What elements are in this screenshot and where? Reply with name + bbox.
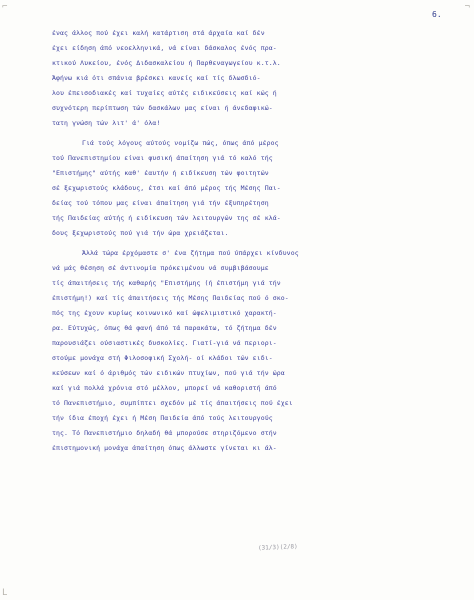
paragraph: [52, 246, 452, 456]
text-line: δείας τού τόπου μας είναι άπαίτηση γιά τήν έξυπηρέτηση: [52, 199, 269, 207]
text-line: "Επιστήμης" αύτής καθ' έαυτήν ή ειδίκευση τών φοιτητών: [52, 169, 269, 177]
text-line: συχνότερη περίπτωση τών δασκάλων μας είναι ή άνεδαφικώ-: [52, 104, 273, 112]
corner-mark-top-left: ⌐: [2, 2, 8, 12]
text-line: λου έπεισοδιακές καί τυχαίες αύτές ειδικεύσεις καί κώς ή: [52, 89, 277, 97]
text-line: ένας άλλος πού έχει καλή κατάρτιση στά άρχαία καί δέν: [52, 29, 265, 37]
text-line: σέ ξεχωριστούς κλάδους, έτσι καί άπό μέρος τής Μέσης Παι-: [52, 184, 281, 192]
corner-mark-top-right: ¬: [464, 2, 470, 12]
text-line: καί γιά πολλά χρόνια στό μέλλον, μπορεί νά καθοριστή άπό: [52, 384, 277, 392]
archive-stamp: (31/3)(2/8): [257, 543, 298, 552]
text-line: έπιστημονική μονάχα άπαίτηση όπως άλλωστε γίνεται κι άλ-: [52, 444, 277, 452]
text-line: κτικού Λυκείου, ένός Διδασκαλείου ή Παρθεναγωγείου κ.τ.λ.: [52, 59, 281, 67]
text-line: έπιστήμη!) καί τίς άπαιτήσεις τής Μέσης Παιδείας πού ό σκο-: [52, 294, 289, 302]
text-line: τό Πανεπιστήμιο, συμπίπτει σχεδόν μέ τίς άπαιτήσεις πού έχει: [52, 399, 293, 407]
text-line: νά μάς θέσηση σέ άντινομία πρόκειμένου νά συμβιβάσουμε: [52, 264, 269, 272]
typed-body-text: [52, 26, 452, 456]
page-number: 6.: [432, 10, 442, 19]
text-line: τίς άπαιτήσεις τής καθαρής "Επιστήμης (ή έπιστήμη γιά τήν: [52, 279, 281, 287]
paragraph: [52, 26, 452, 131]
text-line: Άφήνω κιά ότι σπάνια βρέσκει κανείς καί τίς δλωσδιό-: [52, 74, 261, 82]
corner-mark-bottom-left: L: [2, 588, 8, 598]
text-line: τατη γνώση τών λιτ' ά' όλα!: [52, 119, 161, 127]
text-line: τού Πανεπιστημίου είναι φυσική άπαίτηση γιά τό καλό τής: [52, 154, 273, 162]
text-line: στούμε μονάχα στή Φιλοσοφική Σχολή- οί κλάδοι τών ειδι-: [52, 354, 273, 362]
paragraph: [52, 136, 452, 241]
text-line: τής Παιδείας αύτής ή ειδίκευση τών λειτουργών της σέ κλά-: [52, 214, 281, 222]
text-line: δους ξεχωριστούς πού γιά τήν ώρα χρειάζεται.: [52, 229, 229, 237]
text-line: τήν ίδια έποχή έχει ή Μέση Παιδεία άπό τούς λειτουργούς: [52, 414, 273, 422]
text-line: της. Τό Πανεπιστήμιο δηλαδή θά μπορούσε στηριζόμενο στήν: [52, 429, 277, 437]
text-line: πός της έχουν κυρίως κοινωνικό καί ώφελιμιστικό χαρακτή-: [52, 309, 277, 317]
text-line: παρουσιάζει ούσιαστικές δυσκολίες. Γιατί-γιά νά περιορι-: [52, 339, 277, 347]
text-line: ρα. Εύτυχώς, όπως θά φανή άπό τά παρακάτω, τό ζήτημα δέν: [52, 324, 277, 332]
text-line: Άλλά τώρα έρχόμαστε σ' ένα ζήτημα πού ύπάρχει κίνδυνος: [82, 249, 299, 257]
text-line: έχει είδηση άπό νεοελληνικά, νά είναι δάσκαλος ένός πρα-: [52, 44, 277, 52]
text-line: κεύσεων καί ό άριθμός τών ειδικών πτυχίων, πού γιά τήν ώρα: [52, 369, 285, 377]
text-line: Γιά τούς λόγους αύτούς νομίζω πώς, όπως άπό μέρος: [82, 139, 279, 147]
